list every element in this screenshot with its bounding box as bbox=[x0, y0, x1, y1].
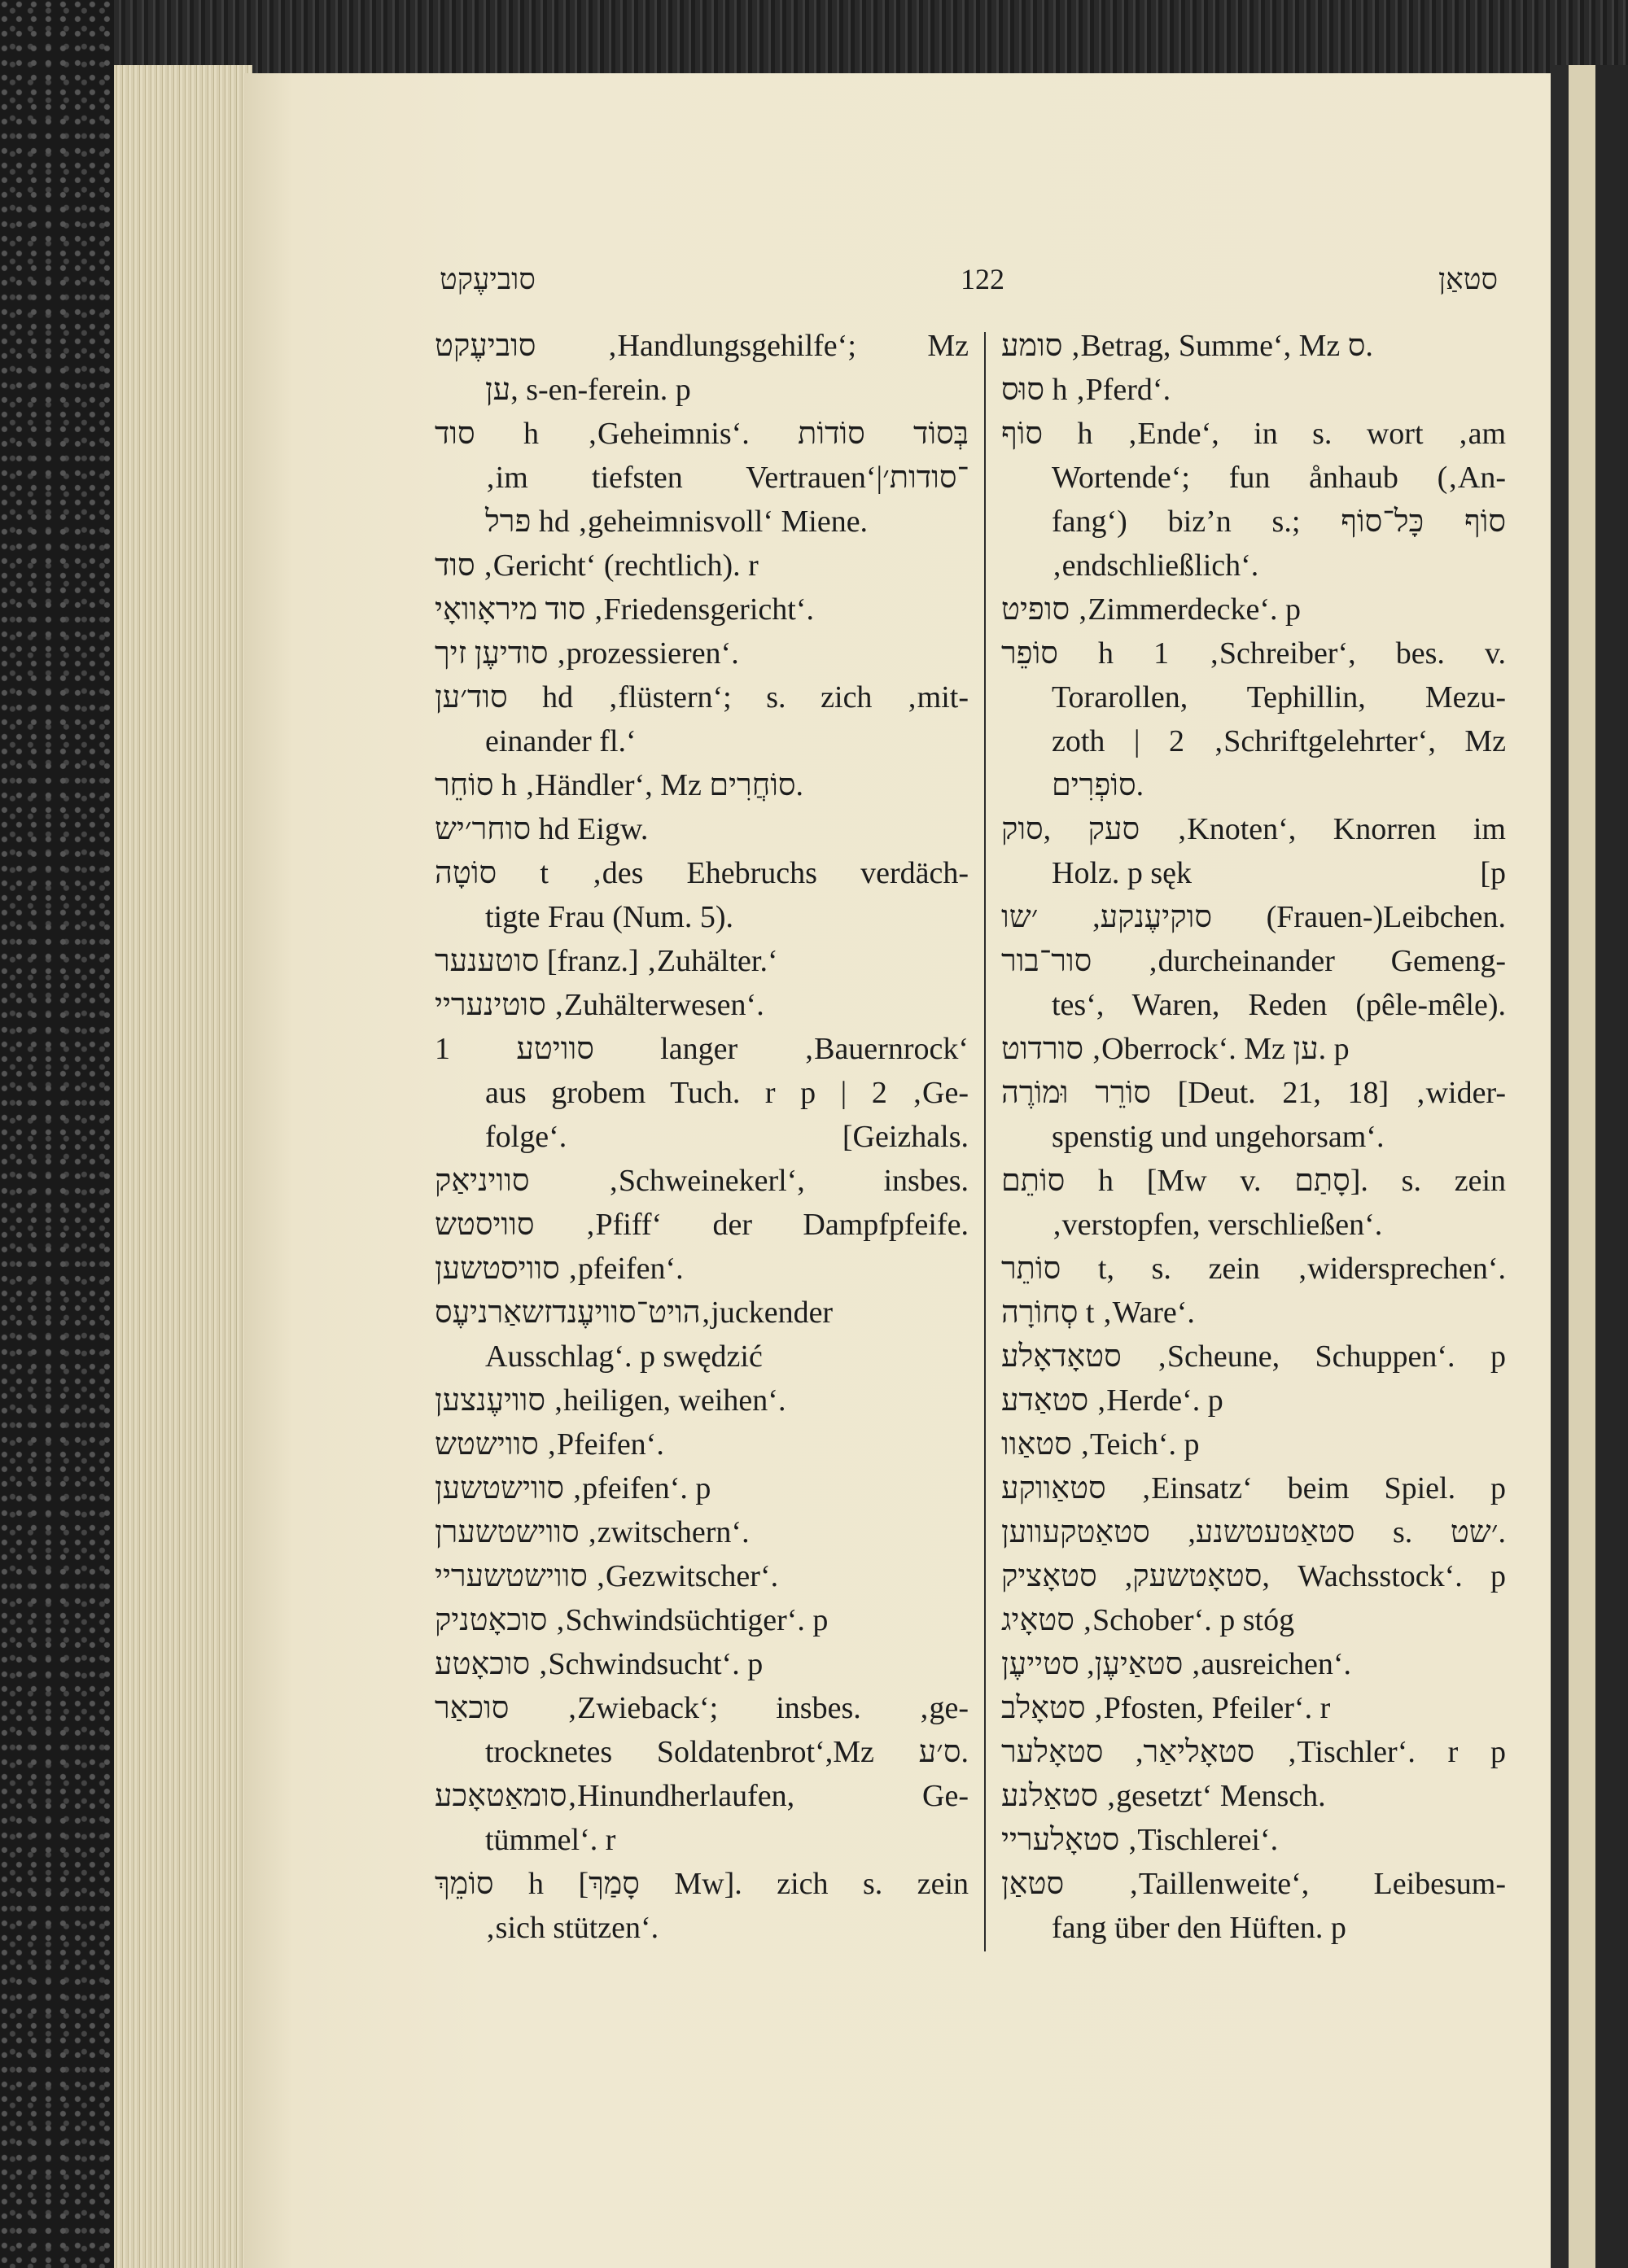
line-text: סוֹמֵךְ h [סָמַךְ Mw]. zich s. zein bbox=[435, 1867, 969, 1901]
dictionary-line bbox=[1001, 456, 1506, 500]
line-text: פרל hd ‚geheimnisvoll‘ Miene. bbox=[485, 505, 869, 539]
line-text: סוד מיראָוואָי ‚Friedensgericht‘. bbox=[435, 592, 814, 627]
dictionary-line bbox=[435, 1027, 969, 1071]
line-text: סוד h ‚Geheimnis‘. בְּסוֹד סוֹדוֹת bbox=[435, 417, 969, 451]
line-text: סוכאָטע ‚Schwindsucht‘. p bbox=[435, 1647, 764, 1681]
dictionary-line bbox=[435, 1774, 969, 1818]
dictionary-line bbox=[1001, 1774, 1506, 1818]
line-text: הויט־סוויעֶנדזשאַרניעֶס‚juckender bbox=[435, 1296, 834, 1330]
dictionary-line bbox=[435, 1730, 969, 1774]
dictionary-line bbox=[435, 1379, 969, 1422]
line-text: ‚sich stützen‘. bbox=[485, 1911, 659, 1945]
dictionary-line bbox=[1001, 1027, 1506, 1071]
line-text: Ausschlag‘. p swędzić bbox=[485, 1339, 763, 1374]
dictionary-line bbox=[435, 1906, 969, 1950]
dictionary-line bbox=[435, 1862, 969, 1906]
line-text: סוד ‚Gericht‘ (rechtlich). r bbox=[435, 548, 759, 583]
dictionary-line bbox=[435, 719, 969, 763]
dictionary-line bbox=[1001, 1379, 1506, 1422]
line-text: סוביעֶקט ‚Handlungsgehilfe‘; Mz bbox=[435, 329, 969, 363]
line-text: סטאָדאָלע ‚Scheune, Schuppen‘. p bbox=[1001, 1339, 1506, 1374]
dictionary-line bbox=[1001, 588, 1506, 631]
dictionary-line bbox=[435, 807, 969, 851]
dictionary-line bbox=[435, 631, 969, 675]
dictionary-line bbox=[435, 324, 969, 368]
line-text: סטאַדע ‚Herde‘. p bbox=[1001, 1383, 1223, 1418]
line-text: סווישטשעריי ‚Gezwitscher‘. bbox=[435, 1559, 779, 1593]
line-text: Wortende‘; fun ånhaub (‚An- bbox=[1052, 461, 1506, 495]
line-text: סוֹף h ‚Ende‘, in s. wort ‚am bbox=[1001, 417, 1506, 451]
line-text: סוּס h ‚Pferd‘. bbox=[1001, 373, 1171, 407]
dictionary-line bbox=[435, 1818, 969, 1862]
line-text: ‚endschließlich‘. bbox=[1052, 548, 1259, 583]
book-cover-left bbox=[0, 0, 114, 2268]
dictionary-line bbox=[435, 1510, 969, 1554]
line-text: סעק ,סוק ‚Knoten‘, Knorren im bbox=[1001, 812, 1506, 846]
dictionary-line bbox=[1001, 1554, 1506, 1598]
dictionary-line bbox=[1001, 1510, 1506, 1554]
dictionary-line bbox=[1001, 412, 1506, 456]
dictionary-line bbox=[1001, 851, 1506, 895]
page-number: 122 bbox=[961, 263, 1004, 295]
line-text: סוֹתֵר t, s. zein ‚widersprechen‘. bbox=[1001, 1252, 1506, 1286]
line-text: סטאָלב ‚Pfosten, Pfeiler‘. r bbox=[1001, 1691, 1331, 1725]
dictionary-line bbox=[1001, 1203, 1506, 1247]
line-text: סוטינעריי ‚Zuhälterwesen‘. bbox=[435, 988, 764, 1022]
line-text: סטאַיעֶן, סטייעֶן ‚ausreichen‘. bbox=[1001, 1647, 1351, 1681]
line-text: סוטענער [franz.] ‚Zuhälter.‘ bbox=[435, 944, 778, 978]
line-text: סווישטשען ‚pfeifen‘. p bbox=[435, 1471, 711, 1505]
line-text: סטאָטשעק, סטאָציק, Wachsstock‘. p bbox=[1001, 1559, 1506, 1593]
dictionary-line bbox=[1001, 807, 1506, 851]
line-text: סומאַטאָכע‚Hinundherlaufen, Ge- bbox=[435, 1779, 969, 1813]
line-text: סוֹפְרִים. bbox=[1052, 768, 1144, 802]
line-text: סטאַטעטשנע, סטאַטקעווען s. ׳שט. bbox=[1001, 1515, 1506, 1549]
line-text: סוֹטָה t ‚des Ehebruchs verdäch- bbox=[435, 856, 969, 890]
dictionary-line bbox=[1001, 983, 1506, 1027]
dictionary-line bbox=[1001, 719, 1506, 763]
line-text: סוויסטשען ‚pfeifen‘. bbox=[435, 1252, 684, 1286]
line-text: spenstig und ungehorsam‘. bbox=[1052, 1120, 1385, 1154]
line-text: tes‘, Waren, Reden (pêle-mêle). bbox=[1052, 988, 1506, 1022]
page-edges bbox=[114, 65, 252, 2268]
dictionary-line bbox=[435, 1422, 969, 1466]
dictionary-line bbox=[1001, 1598, 1506, 1642]
dictionary-line bbox=[1001, 1466, 1506, 1510]
dictionary-line bbox=[1001, 1686, 1506, 1730]
dictionary-line bbox=[435, 983, 969, 1027]
line-text: סופיט ‚Zimmerdecke‘. p bbox=[1001, 592, 1301, 627]
line-right-text: [p bbox=[1480, 856, 1506, 890]
left-column bbox=[435, 324, 969, 1950]
dictionary-line bbox=[435, 1335, 969, 1379]
line-text: סטאַן ‚Taillenweite‘, Leibesum- bbox=[1001, 1867, 1506, 1901]
line-text: סְחוֹרָה t ‚Ware‘. bbox=[1001, 1296, 1195, 1330]
line-text: סוד׳ען hd ‚flüstern‘; s. zich ‚mit- bbox=[435, 680, 969, 714]
running-head-left: סוביעֶקט bbox=[440, 263, 536, 295]
line-text: סווישטשערן ‚zwitschern‘. bbox=[435, 1515, 750, 1549]
line-text: סוחר׳יש hd Eigw. bbox=[435, 812, 649, 846]
dictionary-line bbox=[1001, 1115, 1506, 1159]
line-text: ‚verstopfen, verschließen‘. bbox=[1052, 1208, 1383, 1242]
line-text: סוכאַר ‚Zwieback‘; insbes. ‚ge- bbox=[435, 1691, 969, 1725]
dictionary-line bbox=[1001, 1642, 1506, 1686]
dictionary-line bbox=[1001, 763, 1506, 807]
line-text: fang‘) biz’n s.; סוֹף כָּל־סוֹף bbox=[1052, 505, 1506, 539]
line-text: סטאַוו ‚Teich‘. p bbox=[1001, 1427, 1200, 1462]
dictionary-line bbox=[435, 1247, 969, 1291]
dictionary-line bbox=[1001, 324, 1506, 368]
line-text: סטאַווקע ‚Einsatz‘ beim Spiel. p bbox=[1001, 1471, 1506, 1505]
dictionary-line bbox=[435, 1686, 969, 1730]
dictionary-line bbox=[435, 851, 969, 895]
dictionary-line bbox=[435, 675, 969, 719]
dictionary-line bbox=[435, 1466, 969, 1510]
dictionary-line bbox=[1001, 1071, 1506, 1115]
line-text: סוֹפֵר h 1 ‚Schreiber‘, bes. v. bbox=[1001, 636, 1506, 671]
line-text: סטאַלנע ‚gesetzt‘ Mensch. bbox=[1001, 1779, 1326, 1813]
dictionary-line bbox=[435, 1115, 969, 1159]
dictionary-line bbox=[1001, 1291, 1506, 1335]
line-text: סוויעֶנצען ‚heiligen, weihen‘. bbox=[435, 1383, 786, 1418]
dictionary-line bbox=[435, 1071, 969, 1115]
dictionary-line bbox=[1001, 1422, 1506, 1466]
line-text: folge‘. bbox=[485, 1120, 567, 1154]
dictionary-line bbox=[435, 500, 969, 544]
line-text: tümmel‘. r bbox=[485, 1823, 616, 1857]
line-text: ען, s-en-ferein. p bbox=[485, 373, 691, 407]
line-text: סוויטע 1 langer ‚Bauernrock‘ bbox=[435, 1032, 969, 1066]
line-text: סטאָליאַר, סטאָלער ‚Tischler‘. r p bbox=[1001, 1735, 1506, 1769]
line-text: סומע ‚Betrag, Summe‘, Mz ס. bbox=[1001, 329, 1373, 363]
line-text: סטאָלעריי ‚Tischlerei‘. bbox=[1001, 1823, 1279, 1857]
dictionary-line bbox=[1001, 895, 1506, 939]
line-text: סוקיעֶנקע, ׳שו (Frauen-)Leibchen. bbox=[1001, 900, 1506, 934]
line-text: סוֹחֵר h ‚Händler‘, Mz סוֹחֲרִים. bbox=[435, 768, 804, 802]
dictionary-line bbox=[435, 544, 969, 588]
line-text: סוֹתֵם h [Mw v. סָתַם]. s. zein bbox=[1001, 1164, 1506, 1198]
line-text: einander fl.‘ bbox=[485, 724, 637, 758]
line-text: סטאָיג ‚Schober‘. p stóg bbox=[1001, 1603, 1295, 1637]
dictionary-line bbox=[435, 895, 969, 939]
dictionary-line bbox=[1001, 675, 1506, 719]
line-right-text: [Geizhals. bbox=[842, 1120, 969, 1154]
dictionary-line bbox=[1001, 1159, 1506, 1203]
dictionary-line bbox=[1001, 1247, 1506, 1291]
line-text: סודיעֶן זיך ‚prozessieren‘. bbox=[435, 636, 739, 671]
line-text: fang über den Hüften. p bbox=[1052, 1911, 1346, 1945]
line-text: סור־בור ‚durcheinander Gemeng- bbox=[1001, 944, 1506, 978]
line-text: Torarollen, Tephillin, Mezu- bbox=[1052, 680, 1506, 714]
line-text: trocknetes Soldatenbrot‘,Mz ס׳ע. bbox=[485, 1735, 969, 1769]
line-text: ‚im tiefsten Vertrauen‘|־סודות׳ bbox=[485, 461, 969, 495]
dictionary-line bbox=[435, 588, 969, 631]
dictionary-line bbox=[435, 1159, 969, 1203]
line-text: סוֹרֵר וּמוֹרֶה [Deut. 21, 18] ‚wider- bbox=[1001, 1076, 1506, 1110]
line-text: סוויסטש ‚Pfiff‘ der Dampfpfeife. bbox=[435, 1208, 969, 1242]
dictionary-line bbox=[1001, 1335, 1506, 1379]
dictionary-line bbox=[435, 939, 969, 983]
dictionary-line bbox=[1001, 368, 1506, 412]
book-cover-top bbox=[0, 0, 1628, 73]
dictionary-line bbox=[435, 368, 969, 412]
line-text: סוויניאַק ‚Schweinekerl‘, insbes. bbox=[435, 1164, 969, 1198]
line-text: zoth | 2 ‚Schriftgelehrter‘, Mz bbox=[1052, 724, 1506, 758]
dictionary-line bbox=[435, 412, 969, 456]
dictionary-line bbox=[1001, 1906, 1506, 1950]
dictionary-line bbox=[1001, 939, 1506, 983]
column-divider bbox=[984, 332, 986, 1951]
book-right-edge bbox=[1551, 65, 1628, 2268]
line-text: tigte Frau (Num. 5). bbox=[485, 900, 734, 934]
line-text: aus grobem Tuch. r p | 2 ‚Ge- bbox=[485, 1076, 969, 1110]
dictionary-line bbox=[1001, 1730, 1506, 1774]
line-text: סווישטש ‚Pfeifen‘. bbox=[435, 1427, 664, 1462]
right-column bbox=[1001, 324, 1506, 1950]
line-text: Holz. p sęk bbox=[1052, 856, 1193, 890]
dictionary-line bbox=[435, 1598, 969, 1642]
line-text: סורדוט ‚Oberrock‘. Mz ען. p bbox=[1001, 1032, 1350, 1066]
dictionary-line bbox=[435, 1642, 969, 1686]
dictionary-line bbox=[1001, 1862, 1506, 1906]
dictionary-line bbox=[435, 456, 969, 500]
dictionary-line bbox=[1001, 631, 1506, 675]
running-head-right: סטאַן bbox=[1438, 263, 1498, 295]
dictionary-line bbox=[435, 1554, 969, 1598]
dictionary-line bbox=[1001, 500, 1506, 544]
dictionary-line bbox=[1001, 1818, 1506, 1862]
dictionary-line bbox=[435, 1203, 969, 1247]
dictionary-line bbox=[435, 763, 969, 807]
dictionary-line bbox=[435, 1291, 969, 1335]
dictionary-line bbox=[1001, 544, 1506, 588]
line-text: סוכאָטניק ‚Schwindsüchtiger‘. p bbox=[435, 1603, 829, 1637]
